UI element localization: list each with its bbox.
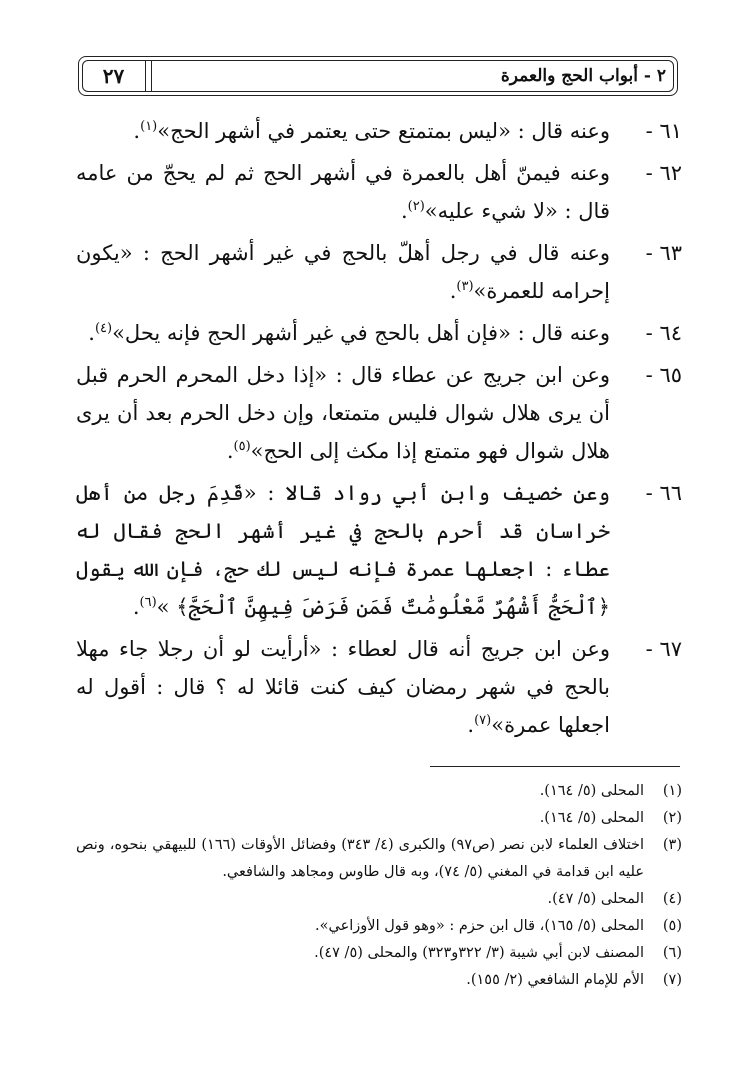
entry-number: ٦١ - bbox=[645, 119, 682, 143]
entry-text: وعنه قال : «فإن أهل بالحج في غير أشهر الحج فإنه يحل»$^{(٤)}$. bbox=[88, 321, 610, 345]
footnote-separator bbox=[430, 766, 680, 767]
footnote-text: اختلاف العلماء لابن نصر (ص٩٧) والكبرى (٤/ ٣٤٣) وفضائل الأوقات (١٦٦) للبيهقي بنحوه، ونص عليه ابن قدامة في المغني (٥/ ٧٤)، وبه قال طاوس ومجاهد والشافعي. bbox=[76, 837, 644, 880]
footnote-number: (٥) bbox=[662, 918, 682, 934]
footnote-number: (٦) bbox=[662, 945, 682, 961]
entry-number: ٦٥ - bbox=[645, 363, 682, 387]
footnote-ref[interactable]: (٢) bbox=[407, 199, 425, 214]
footnote-number: (٤) bbox=[662, 891, 682, 907]
footnote-ref[interactable]: (٧) bbox=[474, 713, 492, 728]
page-number: ٢٧ bbox=[82, 60, 146, 92]
footnote-ref[interactable]: (٤) bbox=[94, 321, 113, 336]
page-number-divider bbox=[146, 60, 152, 92]
footnote-number: (٢) bbox=[662, 810, 682, 826]
entry-number: ٦٣ - bbox=[645, 241, 682, 265]
footnote-6 bbox=[76, 940, 682, 967]
footnote-number: (٣) bbox=[662, 837, 682, 853]
entry-number: ٦٦ - bbox=[645, 481, 682, 505]
footnotes bbox=[76, 778, 682, 994]
entry-text: وعنه قال في رجل أهلّ بالحج في غير أشهر الحج : «يكون إحرامه للعمرة»$^{(٣)}$. bbox=[76, 241, 610, 303]
entry-63 bbox=[76, 234, 682, 310]
footnote-text: المحلى (٥/ ١٦٤). bbox=[539, 783, 644, 799]
footnote-3 bbox=[76, 832, 682, 886]
entry-number: ٦٧ - bbox=[645, 637, 682, 661]
footnote-ref[interactable]: (٣) bbox=[456, 279, 474, 294]
entry-text: وعنه قال : «ليس بمتمتع حتى يعتمر في أشهر الحج»$^{(١)}$. bbox=[133, 119, 610, 143]
footnote-text: المحلى (٥/ ١٦٥)، قال ابن حزم : «وهو قول الأوزاعي». bbox=[315, 918, 644, 934]
footnote-4 bbox=[76, 886, 682, 913]
entry-number: ٦٤ - bbox=[645, 321, 682, 345]
running-title: ٢ - أبواب الحج والعمرة bbox=[500, 66, 666, 86]
footnote-text: المصنف لابن أبي شيبة (٣/ ٣٢٢و٣٢٣) والمحلى (٥/ ٤٧). bbox=[314, 945, 644, 961]
entry-62 bbox=[76, 154, 682, 230]
footnote-ref[interactable]: (٦) bbox=[139, 595, 157, 610]
entry-text: وعن خصيف وابن أبي رواد قالا : «قَدِمَ رجل من أهل خراسان قد أحرم بالحج في غير أشهر الحج فقال له عطاء : اجعلها عمرة فإنه ليس لك حج، فإن الله يقول ﴿ٱلْحَجُّ أَشْهُرٌ مَّعْلُومَٰتٌ فَمَن فَرَضَ فِيهِنَّ ٱلْحَجَّ﴾ »$^{(٦)}$. bbox=[76, 481, 610, 619]
footnote-2 bbox=[76, 805, 682, 832]
footnote-7 bbox=[76, 967, 682, 994]
footnote-text: الأم للإمام الشافعي (٢/ ١٥٥). bbox=[466, 972, 644, 988]
entry-text: وعن ابن جريج عن عطاء قال : «إذا دخل المحرم الحرم قبل أن يرى هلال شوال فليس متمتعا، وإن دخل الحرم بعد أن يرى هلال شوال فهو متمتع إذا مكث إلى الحج»$^{(٥)}$. bbox=[76, 363, 610, 463]
footnote-ref[interactable]: (٥) bbox=[233, 439, 251, 454]
entry-text: وعنه فيمنّ أهل بالعمرة في أشهر الحج ثم لم يحجّ من عامه قال : «لا شيء عليه»$^{(٢)}$. bbox=[76, 161, 610, 223]
entry-64 bbox=[76, 314, 682, 352]
footnote-ref[interactable]: (١) bbox=[140, 119, 158, 134]
footnote-1 bbox=[76, 778, 682, 805]
entry-number: ٦٢ - bbox=[645, 161, 682, 185]
footnote-text: المحلى (٥/ ٤٧). bbox=[547, 891, 644, 907]
footnote-5 bbox=[76, 913, 682, 940]
entry-65 bbox=[76, 356, 682, 470]
footnote-number: (٧) bbox=[662, 972, 682, 988]
entry-text: وعن ابن جريج أنه قال لعطاء : «أرأيت لو أن رجلا جاء مهلا بالحج في شهر رمضان كيف كنت قائلا له ؟ قال : أقول له اجعلها عمرة»$^{(٧)}$. bbox=[76, 637, 610, 737]
footnote-number: (١) bbox=[662, 783, 682, 799]
entry-67 bbox=[76, 630, 682, 744]
entry-61 bbox=[76, 112, 682, 150]
entry-66 bbox=[76, 474, 682, 626]
main-text bbox=[76, 112, 682, 748]
footnote-text: المحلى (٥/ ١٦٤). bbox=[539, 810, 644, 826]
